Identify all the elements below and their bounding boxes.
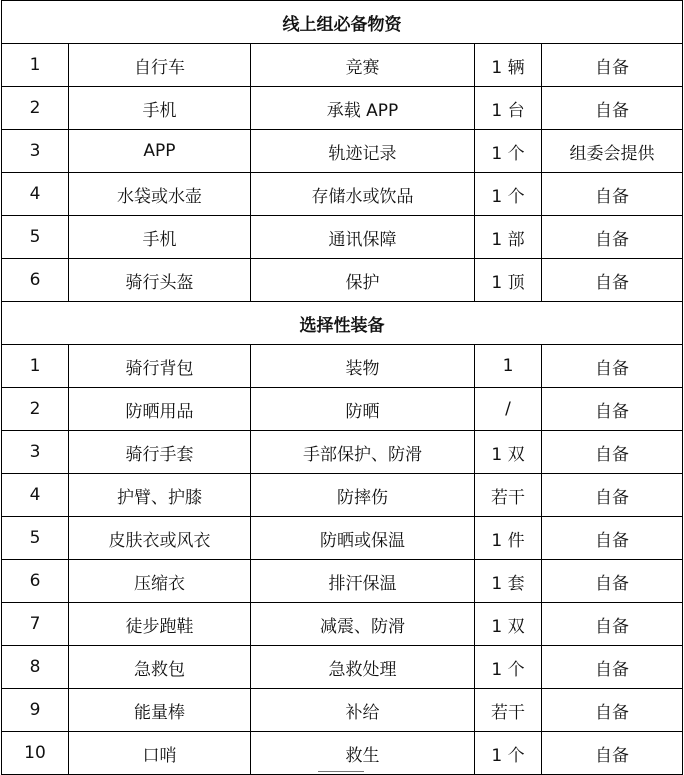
item-name-cell: 水袋或水壶 — [69, 173, 251, 216]
purpose-cell: 急救处理 — [251, 646, 475, 689]
purpose-cell: 手部保护、防滑 — [251, 431, 475, 474]
purpose-cell: 装物 — [251, 345, 475, 388]
source-cell: 自备 — [542, 173, 683, 216]
section-title-online-required: 线上组必备物资 — [2, 1, 683, 44]
table-row — [2, 173, 683, 216]
table-row — [2, 259, 683, 302]
row-number-cell: 6 — [2, 560, 69, 603]
quantity-cell: / — [475, 388, 542, 431]
item-name-cell: 口哨 — [69, 732, 251, 775]
quantity-cell: 1 个 — [475, 646, 542, 689]
quantity-cell: 1 — [475, 345, 542, 388]
table-row — [2, 646, 683, 689]
quantity-cell: 1 个 — [475, 732, 542, 775]
source-cell: 自备 — [542, 646, 683, 689]
quantity-cell: 若干 — [475, 474, 542, 517]
quantity-cell: 1 台 — [475, 87, 542, 130]
purpose-cell: 救生 — [251, 732, 475, 775]
table-row — [2, 603, 683, 646]
item-name-cell: 手机 — [69, 216, 251, 259]
purpose-cell: 防摔伤 — [251, 474, 475, 517]
purpose-cell: 轨迹记录 — [251, 130, 475, 173]
section-title-optional-equipment: 选择性装备 — [2, 302, 683, 345]
row-number-cell: 4 — [2, 474, 69, 517]
table-row — [2, 87, 683, 130]
item-name-cell: 急救包 — [69, 646, 251, 689]
purpose-cell: 保护 — [251, 259, 475, 302]
source-cell: 自备 — [542, 216, 683, 259]
row-number-cell: 2 — [2, 388, 69, 431]
table-row — [2, 388, 683, 431]
row-number-cell: 10 — [2, 732, 69, 775]
source-cell: 自备 — [542, 345, 683, 388]
section-header-row — [2, 1, 683, 44]
table-row — [2, 431, 683, 474]
table-row — [2, 345, 683, 388]
source-cell: 自备 — [542, 259, 683, 302]
purpose-cell: 竞赛 — [251, 44, 475, 87]
row-number-cell: 9 — [2, 689, 69, 732]
quantity-cell: 1 顶 — [475, 259, 542, 302]
quantity-cell: 1 件 — [475, 517, 542, 560]
table-row — [2, 560, 683, 603]
quantity-cell: 1 辆 — [475, 44, 542, 87]
source-cell: 组委会提供 — [542, 130, 683, 173]
table-row — [2, 732, 683, 775]
table-row — [2, 689, 683, 732]
row-number-cell: 5 — [2, 216, 69, 259]
purpose-cell: 承载 APP — [251, 87, 475, 130]
item-name-cell: 自行车 — [69, 44, 251, 87]
source-cell: 自备 — [542, 388, 683, 431]
table-row — [2, 517, 683, 560]
item-name-cell: 骑行头盔 — [69, 259, 251, 302]
source-cell: 自备 — [542, 732, 683, 775]
quantity-cell: 若干 — [475, 689, 542, 732]
source-cell: 自备 — [542, 474, 683, 517]
item-name-cell: 防晒用品 — [69, 388, 251, 431]
table-row — [2, 474, 683, 517]
source-cell: 自备 — [542, 87, 683, 130]
quantity-cell: 1 套 — [475, 560, 542, 603]
row-number-cell: 5 — [2, 517, 69, 560]
quantity-cell: 1 双 — [475, 431, 542, 474]
source-cell: 自备 — [542, 431, 683, 474]
equipment-table — [1, 0, 683, 775]
purpose-cell: 防晒或保温 — [251, 517, 475, 560]
quantity-cell: 1 双 — [475, 603, 542, 646]
item-name-cell: 能量棒 — [69, 689, 251, 732]
item-name-cell: 护臂、护膝 — [69, 474, 251, 517]
source-cell: 自备 — [542, 603, 683, 646]
item-name-cell: 手机 — [69, 87, 251, 130]
purpose-cell: 减震、防滑 — [251, 603, 475, 646]
source-cell: 自备 — [542, 560, 683, 603]
source-cell: 自备 — [542, 44, 683, 87]
row-number-cell: 1 — [2, 44, 69, 87]
purpose-cell: 存储水或饮品 — [251, 173, 475, 216]
page-edge-mark — [318, 771, 364, 772]
row-number-cell: 8 — [2, 646, 69, 689]
row-number-cell: 7 — [2, 603, 69, 646]
item-name-cell: 皮肤衣或风衣 — [69, 517, 251, 560]
item-name-cell: 骑行背包 — [69, 345, 251, 388]
purpose-cell: 防晒 — [251, 388, 475, 431]
quantity-cell: 1 个 — [475, 173, 542, 216]
table-row — [2, 44, 683, 87]
purpose-cell: 通讯保障 — [251, 216, 475, 259]
source-cell: 自备 — [542, 689, 683, 732]
row-number-cell: 6 — [2, 259, 69, 302]
purpose-cell: 补给 — [251, 689, 475, 732]
item-name-cell: APP — [69, 130, 251, 173]
purpose-cell: 排汗保温 — [251, 560, 475, 603]
section-header-row — [2, 302, 683, 345]
table-row — [2, 130, 683, 173]
row-number-cell: 3 — [2, 130, 69, 173]
equipment-table-body — [2, 1, 683, 775]
item-name-cell: 压缩衣 — [69, 560, 251, 603]
item-name-cell: 骑行手套 — [69, 431, 251, 474]
quantity-cell: 1 个 — [475, 130, 542, 173]
row-number-cell: 1 — [2, 345, 69, 388]
table-row — [2, 216, 683, 259]
item-name-cell: 徒步跑鞋 — [69, 603, 251, 646]
quantity-cell: 1 部 — [475, 216, 542, 259]
row-number-cell: 3 — [2, 431, 69, 474]
row-number-cell: 2 — [2, 87, 69, 130]
source-cell: 自备 — [542, 517, 683, 560]
row-number-cell: 4 — [2, 173, 69, 216]
